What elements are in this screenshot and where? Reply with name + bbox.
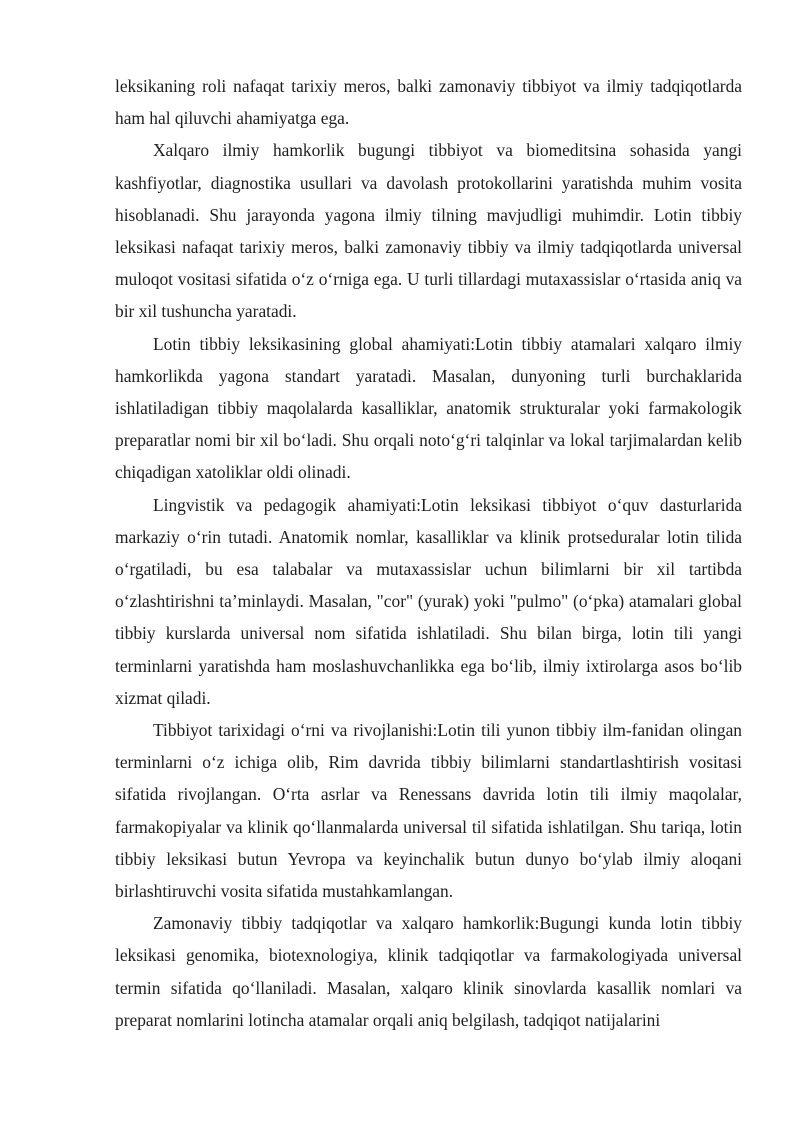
paragraph-medical-history: Tibbiyot tarixidagi o‘rni va rivojlanishi:Lotin tili yunon tibbiy ilm-fanidan olingan terminlarni o‘z ichiga olib, Rim davrida tibbiy bilimlarni standartlashtirish vositasi sifatida rivojlangan. O‘rta asrlar va Renessans davrida lotin tili ilmiy maqolalar, farmakopiyalar va klinik qo‘llanmalarda universal til sifatida ishlatilgan. Shu tariqa, lotin tibbiy leksikasi butun Yevropa va keyinchalik butun dunyo bo‘ylab ilmiy aloqani birlashtiruvchi vosita sifatida mustahkamlangan. <box>115 720 742 902</box>
paragraph-linguistic-pedagogical: Lingvistik va pedagogik ahamiyati:Lotin leksikasi tibbiyot o‘quv dasturlarida markaziy o‘rin tutadi. Anatomik nomlar, kasalliklar va klinik protseduralar lotin tilida o‘rgatiladi, bu esa talabalar va mutaxassislar uchun bilimlarni bir xil tartibda o‘zlashtirishni ta’minlaydi. Masalan, "cor" (yurak) yoki "pulmo" (o‘pka) atamalari global tibbiy kurslarda universal nom sifatida ishlatiladi. Shu bilan birga, lotin tili yangi terminlarni yaratishda ham moslashuvchanlikka ega bo‘lib, ilmiy ixtirolarga asos bo‘lib xizmat qiladi. <box>115 494 742 708</box>
document-page <box>115 70 742 1036</box>
paragraph-international-collaboration: Xalqaro ilmiy hamkorlik bugungi tibbiyot va biomeditsina sohasida yangi kashfiyotlar, diagnostika usullari va davolash protokollarini yaratishda muhim vosita hisoblanadi. Shu jarayonda yagona ilmiy tilning mavjudligi muhimdir. Lotin tibbiy leksikasi nafaqat tarixiy meros, balki zamonaviy tibbiy va ilmiy tadqiqotlarda universal muloqot vositasi sifatida o‘z o‘rniga ega. U turli tillardagi mutaxassislar o‘rtasida aniq va bir xil tushuncha yaratadi. <box>115 140 742 322</box>
paragraph-global-significance: Lotin tibbiy leksikasining global ahamiyati:Lotin tibbiy atamalari xalqaro ilmiy hamkorlikda yagona standart yaratadi. Masalan, dunyoning turli burchaklarida ishlatiladigan tibbiy maqolalarda kasalliklar, anatomik strukturalar yoki farmakologik preparatlar nomi bir xil bo‘ladi. Shu orqali noto‘g‘ri talqinlar va lokal tarjimalardan kelib chiqadigan xatoliklar oldi olinadi. <box>115 333 742 483</box>
paragraph-modern-research: Zamonaviy tibbiy tadqiqotlar va xalqaro hamkorlik:Bugungi kunda lotin tibbiy leksikasi genomika, biotexnologiya, klinik tadqiqotlar va farmakologiyada universal termin sifatida qo‘llaniladi. Masalan, xalqaro klinik sinovlarda kasallik nomlari va preparat nomlarini lotincha atamalar orqali aniq belgilash, tadqiqot natijalarini <box>115 913 742 1030</box>
paragraph-continuation: leksikaning roli nafaqat tarixiy meros, balki zamonaviy tibbiyot va ilmiy tadqiqotlarda ham hal qiluvchi ahamiyatga ega. <box>115 76 742 129</box>
